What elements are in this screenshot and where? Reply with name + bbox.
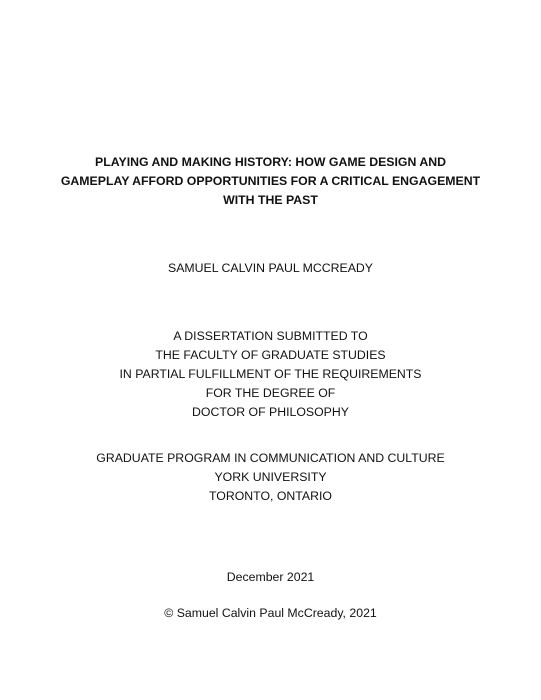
submission-line: DOCTOR OF PHILOSOPHY [192, 405, 349, 419]
program-line: GRADUATE PROGRAM IN COMMUNICATION AND CULTURE [96, 451, 445, 465]
submission-line: THE FACULTY OF GRADUATE STUDIES [155, 348, 386, 362]
author-name [0, 259, 541, 278]
title-line: GAMEPLAY AFFORD OPPORTUNITIES FOR A CRITICAL ENGAGEMENT [60, 174, 481, 188]
copyright-notice [0, 604, 541, 623]
author-line: SAMUEL CALVIN PAUL MCCREADY [168, 261, 373, 275]
submission-date [0, 568, 541, 587]
dissertation-title [0, 153, 541, 210]
program-and-institution [0, 449, 541, 506]
submission-line: A DISSERTATION SUBMITTED TO [173, 329, 368, 343]
submission-line: IN PARTIAL FULFILLMENT OF THE REQUIREMENTS [119, 367, 422, 381]
submission-line: FOR THE DEGREE OF [205, 386, 336, 400]
title-line: PLAYING AND MAKING HISTORY: HOW GAME DESIGN AND [95, 155, 446, 169]
location-line: TORONTO, ONTARIO [209, 489, 332, 503]
submission-statement [0, 327, 541, 422]
institution-line: YORK UNIVERSITY [214, 470, 327, 484]
title-line: WITH THE PAST [223, 193, 318, 207]
copyright-line: © Samuel Calvin Paul McCready, 2021 [164, 606, 377, 620]
date-line: December 2021 [226, 570, 315, 584]
